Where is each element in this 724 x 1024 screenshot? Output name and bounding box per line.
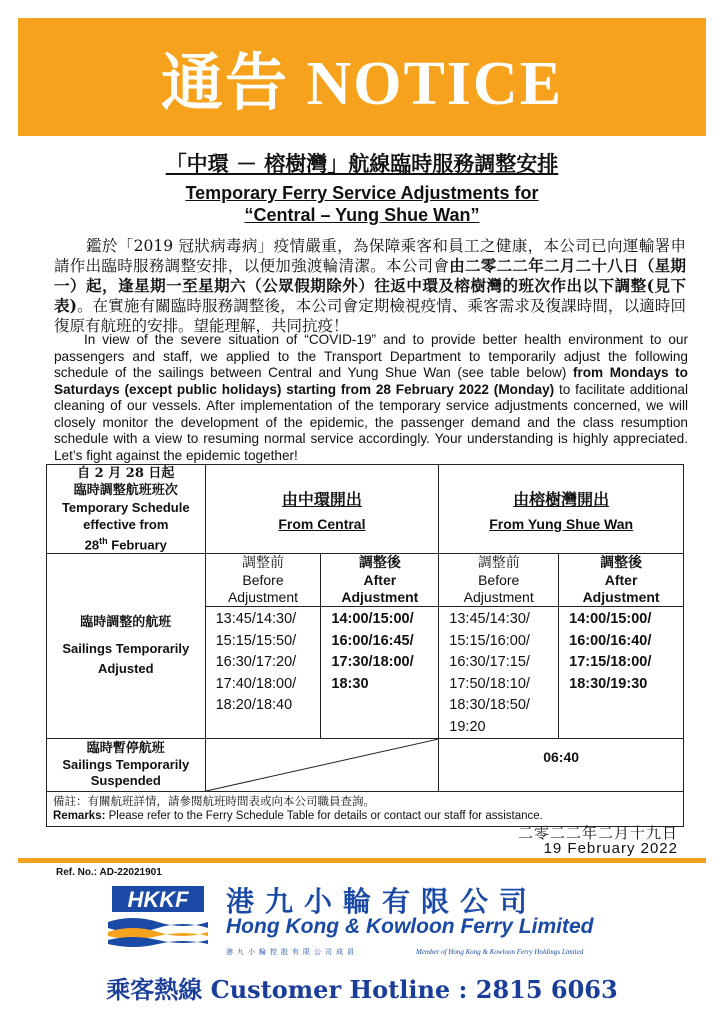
suspended-label-cell: 臨時暫停航班 Sailings Temporarily Suspended [47,739,206,792]
member-chinese: 港九小輪控股有限公司成員 [226,948,358,956]
title-chinese: 「中環 － 榕樹灣」航線臨時服務調整安排 [165,151,559,176]
member-english: Member of Hong Kong & Kowloon Ferry Holdings Limited [416,948,584,956]
after-header: 調整後 After Adjustment [559,554,684,607]
before-header: 調整前 Before Adjustment [205,554,321,607]
from-central-header: 由中環開出 From Central [205,465,439,554]
ysw-after-times: 14:00/15:00/ 16:00/16:40/ 17:15/18:00/ 18:30/19:30 [559,607,684,739]
paragraph-english: In view of the severe situation of “COVID-19” and to provide better health environment to our passengers and staff, we applied to the Transport Department to temporarily adjust the following schedule of the sailings between Central and Yung Shue Wan (see table below) from Mondays to Saturdays (except public holidays) starting from 28 February 2022 (Monday) to facilitate additional cleaning of our vessels. After implementation of the temporary service adjustments concerned, we will closely monitor the development of the epidemic, the passenger demand and the class resumption schedule with a view to resuming normal service accordingly. Your understanding is highly appreciated. Let’s fight against the epidemic together! [54,332,688,463]
schedule-table [46,464,684,827]
hkkf-logo [108,880,208,950]
suspended-ysw-time: 06:40 [439,739,684,792]
divider [18,858,706,863]
date-english: 19 February 2022 [543,840,678,857]
title-english: Temporary Ferry Service Adjustments for “Central – Yung Shue Wan” [185,183,539,225]
before-header: 調整前 Before Adjustment [439,554,559,607]
company-name-chinese: 港九小輪有限公司 [226,885,539,918]
after-header: 調整後 After Adjustment [321,554,439,607]
adjusted-label-cell: 臨時調整的航班 Sailings Temporarily Adjusted [47,554,206,739]
svg-text:HKKF: HKKF [127,887,189,912]
company-name-english: Hong Kong & Kowloon Ferry Limited [226,915,594,938]
ysw-before-times: 13:45/14:30/ 15:15/16:00/ 16:30/17:15/ 17:50/18:10/ 18:30/18:50/ 19:20 [439,607,559,739]
schedule-header-cell: 自 2 月 28 日起 臨時調整航班班次 Temporary Schedule effective from 28th February [47,465,206,554]
central-before-times: 13:45/14:30/ 15:15/15:50/ 16:30/17:20/ 17:40/18:00/ 18:20/18:40 [205,607,321,739]
diagonal-line [206,739,439,791]
notice-banner [18,18,706,136]
central-after-times: 14:00/15:00/ 16:00/16:45/ 17:30/18:00/ 18:30 [321,607,439,739]
banner-title: 通告 NOTICE [160,49,564,118]
customer-hotline: 乘客熱線 Customer Hotline : 2815 6063 [106,975,618,1004]
remarks: 備註：有關航班詳情，請參閱航班時間表或向本公司職員查詢。 Remarks: Please refer to the Ferry Schedule Table for details or contact our staff for assistance. [47,792,684,827]
date-chinese: 二零二二年二月十九日 [517,824,678,842]
from-ysw-header: 由榕樹灣開出 From Yung Shue Wan [439,465,684,554]
reference-number: Ref. No.: AD-22021901 [56,867,162,878]
paragraph-chinese: 鑑於「2019 冠狀病毒病」疫情嚴重，為保障乘客和員工之健康，本公司已向運輸署申請作出臨時服務調整安排，以便加強渡輪清潔。本公司會由二零二二年二月二十八日（星期一）起，逢星期一至星期六（公眾假期除外）往返中環及榕樹灣的班次作出以下調整(見下表)。在實施有關臨時服務調整後，本公司會定期檢視疫情、乘客需求及復課時間，以適時回復原有航班的安排。望能理解，共同抗疫！ [54,237,686,335]
suspended-central-empty [205,739,439,792]
